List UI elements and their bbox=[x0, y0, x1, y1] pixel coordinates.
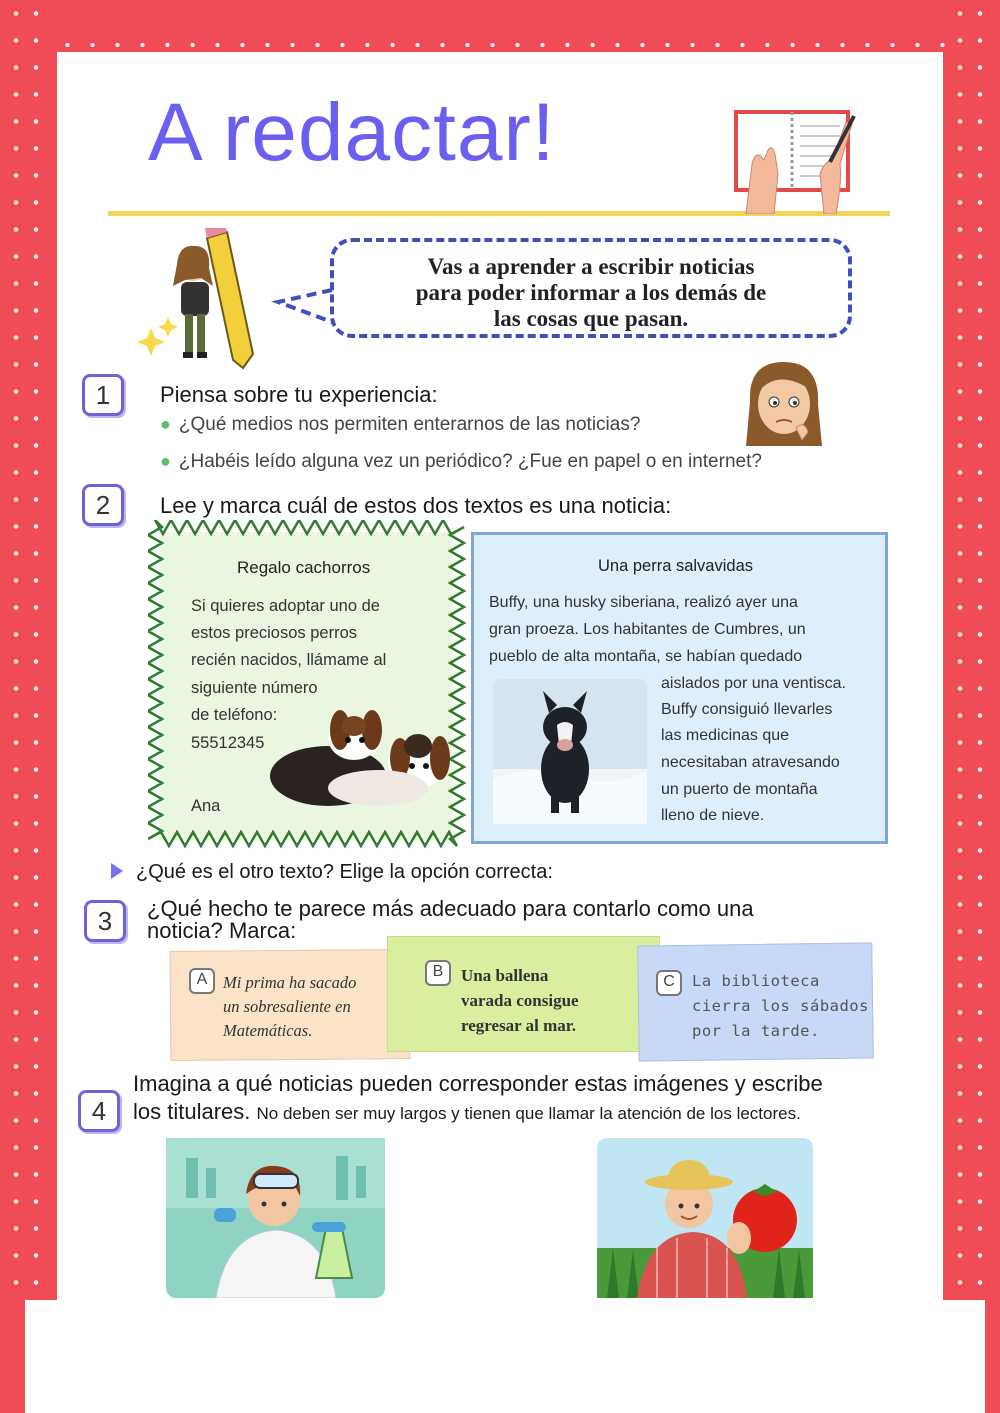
section4-heading bbox=[133, 1070, 823, 1128]
ad-line: recién nacidos, llámame al bbox=[191, 651, 387, 669]
bullet-text: ¿Habéis leído alguna vez un periódico? ¿Fue en papel o en internet? bbox=[178, 451, 762, 472]
ad-signature: Ana bbox=[191, 797, 221, 815]
section1-bullet: ● ¿Qué medios nos permiten enterarnos de las noticias? bbox=[160, 414, 641, 435]
option-line: Mi prima ha sacado bbox=[223, 973, 357, 992]
section2-heading: Lee y marca cuál de estos dos textos es una noticia: bbox=[160, 493, 672, 518]
intro-line: para poder informar a los demás de bbox=[415, 280, 767, 305]
option-line: La biblioteca bbox=[692, 972, 820, 990]
ad-line: de teléfono: bbox=[191, 706, 278, 724]
play-arrow-icon bbox=[109, 861, 125, 881]
option-a-text bbox=[223, 971, 356, 1043]
news-line: las medicinas que bbox=[661, 727, 790, 744]
section3-heading-line: noticia? Marca: bbox=[147, 918, 297, 943]
news-line: necesitaban atravesando bbox=[661, 754, 840, 771]
writing-notebook-illustration bbox=[728, 104, 858, 214]
section4-heading-part: No deben ser muy largos y tienen que llamar la atención de los lectores. bbox=[256, 1104, 801, 1123]
section2-question: ¿Qué es el otro texto? Elige la opción correcta: bbox=[136, 861, 553, 883]
news-line: aislados por una ventisca. bbox=[661, 675, 846, 692]
option-line: Una ballena bbox=[461, 966, 549, 985]
bottom-blank-area bbox=[25, 1300, 985, 1413]
section-number-3: 3 bbox=[84, 900, 126, 942]
section3-heading-line: ¿Qué hecho te parece más adecuado para contarlo como una bbox=[147, 896, 754, 921]
section1-bullet: ● ¿Habéis leído alguna vez un periódico? ¿Fue en papel o en internet? bbox=[160, 451, 762, 472]
news-title: Una perra salvavidas bbox=[598, 557, 753, 575]
ad-line: siguiente número bbox=[191, 679, 318, 697]
teacher-avatar-with-pencil bbox=[135, 228, 265, 373]
news-line: lleno de nieve. bbox=[661, 807, 765, 824]
section-number-2: 2 bbox=[82, 484, 124, 526]
speech-bubble-tail bbox=[268, 282, 338, 328]
section4-heading-line bbox=[133, 1098, 823, 1128]
farmer-with-tomato-illustration bbox=[597, 1138, 813, 1298]
section-number-1: 1 bbox=[82, 374, 124, 416]
ad-title: Regalo cachorros bbox=[237, 558, 371, 577]
news-line: un puerto de montaña bbox=[661, 781, 818, 798]
option-line: varada consigue bbox=[461, 991, 579, 1010]
frame-dots-top bbox=[55, 40, 945, 50]
option-line: cierra los sábados bbox=[692, 997, 869, 1015]
ad-line: Si quieres adoptar uno de bbox=[191, 597, 380, 615]
news-line: Buffy consiguió llevarles bbox=[661, 701, 833, 718]
news-line: gran proeza. Los habitantes de Cumbres, un bbox=[489, 621, 806, 638]
intro-line: las cosas que pasan. bbox=[493, 306, 689, 331]
puppies-photo bbox=[268, 696, 464, 810]
option-letter-a[interactable]: A bbox=[189, 968, 215, 994]
ad-line: 55512345 bbox=[191, 734, 265, 752]
section4-heading-part: los titulares. bbox=[133, 1099, 251, 1124]
option-line: por la tarde. bbox=[692, 1022, 820, 1040]
news-line: pueblo de alta montaña, se habían quedado bbox=[489, 648, 803, 665]
section-number-4: 4 bbox=[78, 1090, 120, 1132]
husky-in-snow-photo bbox=[493, 679, 647, 824]
page-title: A redactar! bbox=[148, 87, 556, 178]
news-line: Buffy, una husky siberiana, realizó ayer una bbox=[489, 594, 798, 611]
intro-line: Vas a aprender a escribir noticias bbox=[427, 254, 755, 279]
bullet-text: ¿Qué medios nos permiten enterarnos de las noticias? bbox=[178, 414, 641, 435]
section1-heading: Piensa sobre tu experiencia: bbox=[160, 382, 438, 407]
option-letter-b[interactable]: B bbox=[425, 960, 451, 986]
option-b-text bbox=[461, 963, 579, 1038]
thinking-avatar bbox=[738, 356, 828, 448]
frame-dots-right bbox=[950, 0, 990, 1300]
intro-speech-bubble bbox=[330, 238, 852, 338]
option-line: Matemáticas. bbox=[223, 1021, 313, 1040]
section4-heading-line: Imagina a qué noticias pueden corresponder estas imágenes y escribe bbox=[133, 1071, 823, 1096]
option-line: regresar al mar. bbox=[461, 1016, 577, 1035]
frame-dots-left bbox=[6, 0, 46, 1300]
option-c-text bbox=[692, 969, 869, 1044]
ad-line: estos preciosos perros bbox=[191, 624, 357, 642]
option-line: un sobresaliente en bbox=[223, 997, 351, 1016]
option-letter-c[interactable]: C bbox=[656, 970, 682, 996]
scientist-illustration bbox=[166, 1138, 385, 1298]
